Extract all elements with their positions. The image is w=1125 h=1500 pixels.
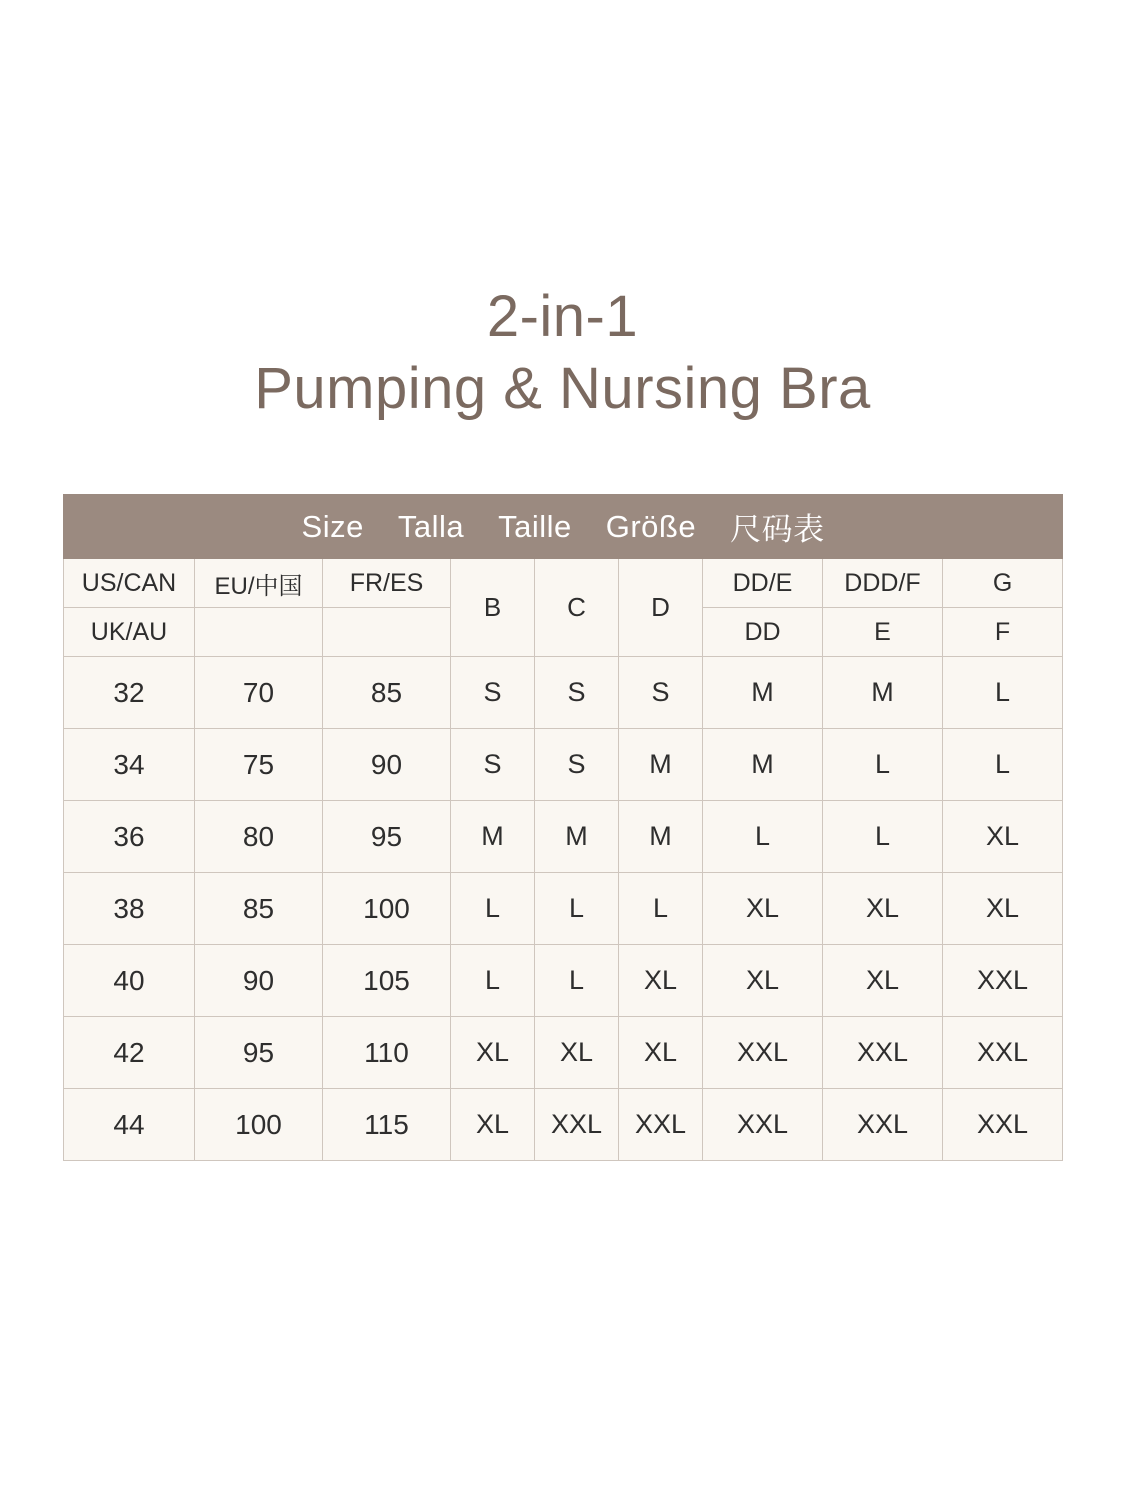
header-fr-es: FR/ES [323,559,451,608]
table-row [64,729,1063,801]
banner-label-chinese: 尺码表 [730,512,825,547]
header-cup-c: C [535,559,619,657]
cell-size-d: L [619,873,703,945]
cell-size-b: L [451,873,535,945]
cell-size-ddd: L [823,801,943,873]
cell-size-c: L [535,873,619,945]
header-uk-au: UK/AU [64,608,195,657]
cell-band-us: 42 [64,1017,195,1089]
cell-size-g: XL [943,873,1063,945]
title-line-2: Pumping & Nursing Bra [254,356,871,421]
cell-size-dd: XL [703,945,823,1017]
cell-band-fr: 100 [323,873,451,945]
cell-size-c: S [535,657,619,729]
cell-size-b: L [451,945,535,1017]
cell-size-ddd: M [823,657,943,729]
cell-size-g: L [943,729,1063,801]
title-line-1: 2-in-1 [486,284,639,349]
cell-size-ddd: L [823,729,943,801]
cell-band-fr: 85 [323,657,451,729]
cell-band-eu: 80 [195,801,323,873]
table-banner-row [64,495,1063,559]
table-header-row-1 [64,559,1063,608]
size-table-container [63,494,1062,1161]
table-row [64,1089,1063,1161]
header-cup-e: E [823,608,943,657]
cell-band-eu: 95 [195,1017,323,1089]
cell-size-ddd: XL [823,945,943,1017]
cell-size-d: M [619,729,703,801]
cell-size-g: XXL [943,945,1063,1017]
header-cup-ddd-f: DDD/F [823,559,943,608]
header-cup-d: D [619,559,703,657]
cell-band-us: 44 [64,1089,195,1161]
cell-size-d: M [619,801,703,873]
cell-size-ddd: XXL [823,1089,943,1161]
cell-size-g: L [943,657,1063,729]
cell-band-us: 34 [64,729,195,801]
cell-band-eu: 75 [195,729,323,801]
header-us-can: US/CAN [64,559,195,608]
cell-band-fr: 90 [323,729,451,801]
cell-size-c: XL [535,1017,619,1089]
header-blank-2 [323,608,451,657]
cell-band-fr: 95 [323,801,451,873]
cell-size-c: L [535,945,619,1017]
cell-size-b: XL [451,1089,535,1161]
cell-size-g: XXL [943,1089,1063,1161]
cell-size-b: S [451,657,535,729]
table-row [64,945,1063,1017]
cell-size-d: S [619,657,703,729]
cell-band-us: 40 [64,945,195,1017]
cell-size-g: XXL [943,1017,1063,1089]
cell-size-dd: XXL [703,1017,823,1089]
cell-size-d: XL [619,945,703,1017]
header-cup-dd-e: DD/E [703,559,823,608]
cell-size-ddd: XXL [823,1017,943,1089]
cell-size-dd: XXL [703,1089,823,1161]
cell-band-eu: 85 [195,873,323,945]
cell-band-eu: 70 [195,657,323,729]
cell-size-ddd: XL [823,873,943,945]
cell-size-c: XXL [535,1089,619,1161]
cell-size-dd: XL [703,873,823,945]
size-table [63,494,1063,1161]
table-row [64,657,1063,729]
header-cup-f: F [943,608,1063,657]
cell-band-eu: 90 [195,945,323,1017]
table-row [64,873,1063,945]
header-eu-china: EU/中国 [195,559,323,608]
cell-band-fr: 110 [323,1017,451,1089]
cell-size-dd: M [703,657,823,729]
cell-size-d: XXL [619,1089,703,1161]
cell-band-fr: 105 [323,945,451,1017]
header-cup-dd: DD [703,608,823,657]
header-cup-g: G [943,559,1063,608]
banner-label-groesse: Größe [605,508,697,544]
cell-band-us: 32 [64,657,195,729]
cell-size-g: XL [943,801,1063,873]
table-row [64,801,1063,873]
cell-size-b: S [451,729,535,801]
banner-label-size: Size [301,508,364,544]
cell-size-c: S [535,729,619,801]
cell-band-us: 38 [64,873,195,945]
page-title [0,282,1125,426]
banner-label-taille: Taille [498,508,572,544]
banner-cell [64,495,1063,559]
cell-band-eu: 100 [195,1089,323,1161]
cell-size-dd: M [703,729,823,801]
cell-size-c: M [535,801,619,873]
cell-size-b: M [451,801,535,873]
cell-size-b: XL [451,1017,535,1089]
banner-label-talla: Talla [397,508,465,544]
cell-band-fr: 115 [323,1089,451,1161]
header-blank-1 [195,608,323,657]
table-row [64,1017,1063,1089]
header-cup-b: B [451,559,535,657]
cell-band-us: 36 [64,801,195,873]
cell-size-dd: L [703,801,823,873]
cell-size-d: XL [619,1017,703,1089]
